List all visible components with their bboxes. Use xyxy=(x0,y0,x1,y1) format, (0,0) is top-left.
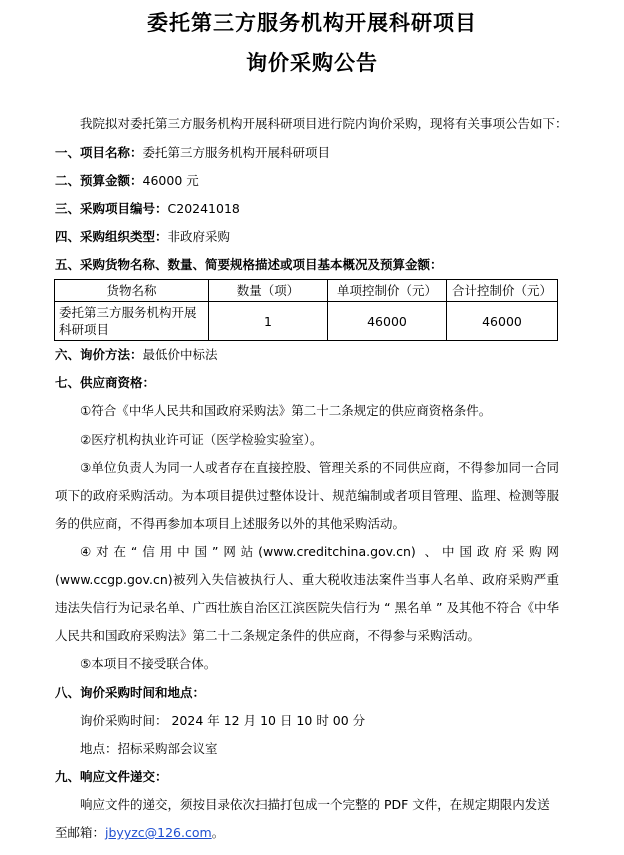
inquiry-time: 询价采购时间： 2024 年 12 月 10 日 10 时 00 分 xyxy=(80,713,366,728)
header-total-price: 合计控制价（元） xyxy=(447,280,558,302)
section-project-name xyxy=(55,144,330,162)
section-inquiry-time-place: 八、询价采购时间和地点： xyxy=(55,685,206,700)
qualification-item-1: ①符合《中华人民共和国政府采购法》第二十二条规定的供应商资格条件。 xyxy=(80,403,492,418)
section-response-submission: 九、响应文件递交： xyxy=(55,769,168,784)
inquiry-method-value: 最低价中标法 xyxy=(142,347,218,362)
email-label: 至邮箱： xyxy=(55,825,106,840)
section-inquiry-method xyxy=(55,346,218,364)
submission-email-line xyxy=(55,824,224,842)
notice-title-line2: 询价采购公告 xyxy=(246,50,378,75)
section-goods-heading: 五、采购货物名称、数量、简要规格描述或项目基本概况及预算金额： xyxy=(55,257,443,272)
cell-unit-price: 46000 xyxy=(328,302,447,341)
cell-goods-name: 委托第三方服务机构开展科研项目 xyxy=(55,302,209,341)
submission-text: 响应文件的递交，须按目录依次扫描打包成一个完整的 PDF 文件，在规定期限内发送 xyxy=(80,797,550,812)
inquiry-place: 地点：招标采购部会议室 xyxy=(80,741,218,756)
qualification-item-2: ②医疗机构执业许可证（医学检验实验室）。 xyxy=(80,432,323,447)
intro-paragraph: 我院拟对委托第三方服务机构开展科研项目进行院内询价采购，现将有关事项公告如下： xyxy=(80,116,568,131)
cell-quantity: 1 xyxy=(209,302,328,341)
org-type-label: 四、采购组织类型： xyxy=(55,229,168,244)
header-quantity: 数量（项） xyxy=(209,280,328,302)
section-budget xyxy=(55,172,199,190)
notice-title-line1: 委托第三方服务机构开展科研项目 xyxy=(147,10,477,35)
cell-total-price: 46000 xyxy=(447,302,558,341)
project-number-value: C20241018 xyxy=(167,201,240,216)
goods-table xyxy=(54,279,558,341)
qualification-item-4: ④对在“信用中国”网站(www.creditchina.gov.cn) 、中国政府采购网(www.ccgp.gov.cn)被列入失信被执行人、重大税收违法案件当事人名单、政府采购严重违法失信行为记录名单、广西壮族自治区江滨医院失信行为 “ 黑名单 ” 及其他不符合《中华人民共和国政府采购法》第二十二条规定条件的供应商，不得参与采购活动。 xyxy=(55,544,559,643)
email-tail: 。 xyxy=(211,825,225,840)
email-link[interactable]: jbyyzc@126.com xyxy=(105,825,212,840)
table-header-row xyxy=(55,280,558,302)
section-supplier-qualification: 七、供应商资格： xyxy=(55,375,156,390)
budget-label: 二、预算金额： xyxy=(55,173,143,188)
header-goods-name: 货物名称 xyxy=(55,280,209,302)
qualification-item-5: ⑤本项目不接受联合体。 xyxy=(80,656,217,671)
budget-value: 46000 元 xyxy=(142,173,199,188)
section-project-number xyxy=(55,200,240,218)
org-type-value: 非政府采购 xyxy=(167,229,231,244)
section-org-type xyxy=(55,228,230,246)
table-row xyxy=(55,302,558,341)
header-unit-price: 单项控制价（元） xyxy=(328,280,447,302)
project-name-label: 一、项目名称： xyxy=(55,145,143,160)
project-name-value: 委托第三方服务机构开展科研项目 xyxy=(142,145,331,160)
project-number-label: 三、采购项目编号： xyxy=(55,201,168,216)
qualification-item-3: ③单位负责人为同一人或者存在直接控股、管理关系的不同供应商，不得参加同一合同项下的政府采购活动。为本项目提供过整体设计、规范编制或者项目管理、监理、检测等服务的供应商，不得再参加本项目上述服务以外的其他采购活动。 xyxy=(55,460,559,531)
inquiry-method-label: 六、询价方法： xyxy=(55,347,143,362)
